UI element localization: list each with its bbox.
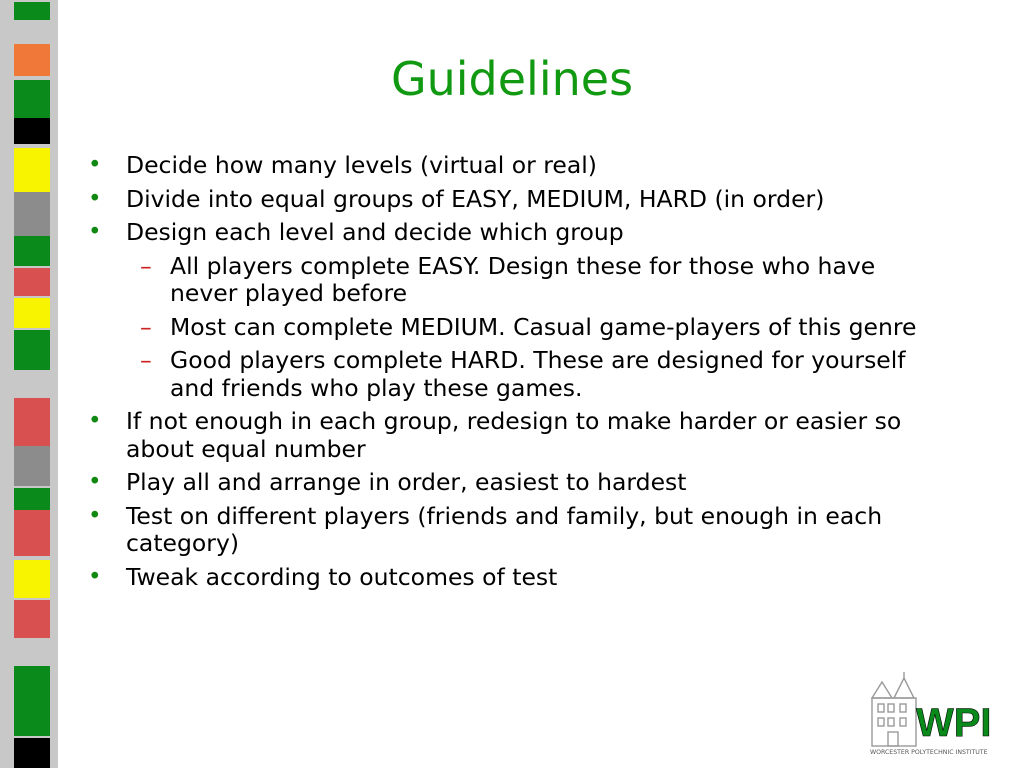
- bullet-text: All players complete EASY. Design these for those who have never played before: [170, 251, 876, 307]
- bullet-item: [88, 503, 948, 558]
- bullet-text: Design each level and decide which group: [126, 218, 624, 246]
- stripe-block: [14, 666, 50, 736]
- bullet-item: [88, 408, 948, 463]
- sub-bullet-item: [88, 253, 948, 308]
- bullet-text: Decide how many levels (virtual or real): [126, 151, 597, 179]
- bullet-text: If not enough in each group, redesign to make harder or easier so about equal number: [126, 407, 902, 463]
- stripe-block: [14, 398, 50, 446]
- stripe-block: [14, 560, 50, 598]
- bullet-item: [88, 564, 948, 592]
- stripe-block: [14, 192, 50, 236]
- wpi-logo-subtitle: WORCESTER POLYTECHNIC INSTITUTE: [870, 749, 988, 756]
- stripe-block: [14, 330, 50, 370]
- stripe-block: [14, 236, 50, 266]
- stripe-block: [14, 446, 50, 486]
- sub-bullet-item: [88, 314, 948, 342]
- bullet-item: [88, 186, 948, 214]
- stripe-block: [14, 2, 50, 20]
- bullet-marker: •: [88, 185, 102, 212]
- stripe-block: [14, 148, 50, 192]
- dash-marker: –: [140, 312, 152, 341]
- bullet-text: Play all and arrange in order, easiest to hardest: [126, 468, 687, 496]
- bullet-item: [88, 152, 948, 180]
- bullet-item: [88, 469, 948, 497]
- bullet-marker: •: [88, 502, 102, 529]
- stripe-block: [14, 298, 50, 328]
- stripe-block: [14, 118, 50, 144]
- wpi-logo-text: WPI: [916, 701, 992, 745]
- bullet-marker: •: [88, 469, 102, 495]
- sub-bullet-item: [88, 347, 948, 402]
- wpi-logo: [866, 668, 1016, 760]
- bullet-text: Test on different players (friends and family, but enough in each category): [126, 501, 883, 557]
- bullet-marker: •: [88, 408, 102, 434]
- decorative-color-stripe: [0, 0, 58, 768]
- bullet-marker: •: [88, 152, 102, 178]
- slide-title: Guidelines: [390, 52, 634, 106]
- bullet-marker: •: [88, 563, 102, 590]
- stripe-block: [14, 640, 50, 664]
- bullet-text: Most can complete MEDIUM. Casual game-players of this genre: [170, 312, 917, 341]
- stripe-block: [14, 738, 50, 768]
- bullet-list: [88, 152, 948, 597]
- building-icon: [872, 672, 916, 746]
- stripe-block: [14, 268, 50, 296]
- stripe-block: [14, 488, 50, 510]
- stripe-block: [14, 600, 50, 638]
- bullet-text: Good players complete HARD. These are designed for yourself and friends who play these games.: [170, 346, 906, 402]
- bullet-text: Tweak according to outcomes of test: [126, 562, 558, 591]
- bullet-text: Divide into equal groups of EASY, MEDIUM, HARD (in order): [126, 184, 825, 213]
- stripe-block: [14, 510, 50, 556]
- bullet-item: [88, 219, 948, 247]
- bullet-marker: •: [88, 219, 102, 245]
- dash-marker: –: [140, 251, 152, 280]
- dash-marker: –: [140, 346, 152, 374]
